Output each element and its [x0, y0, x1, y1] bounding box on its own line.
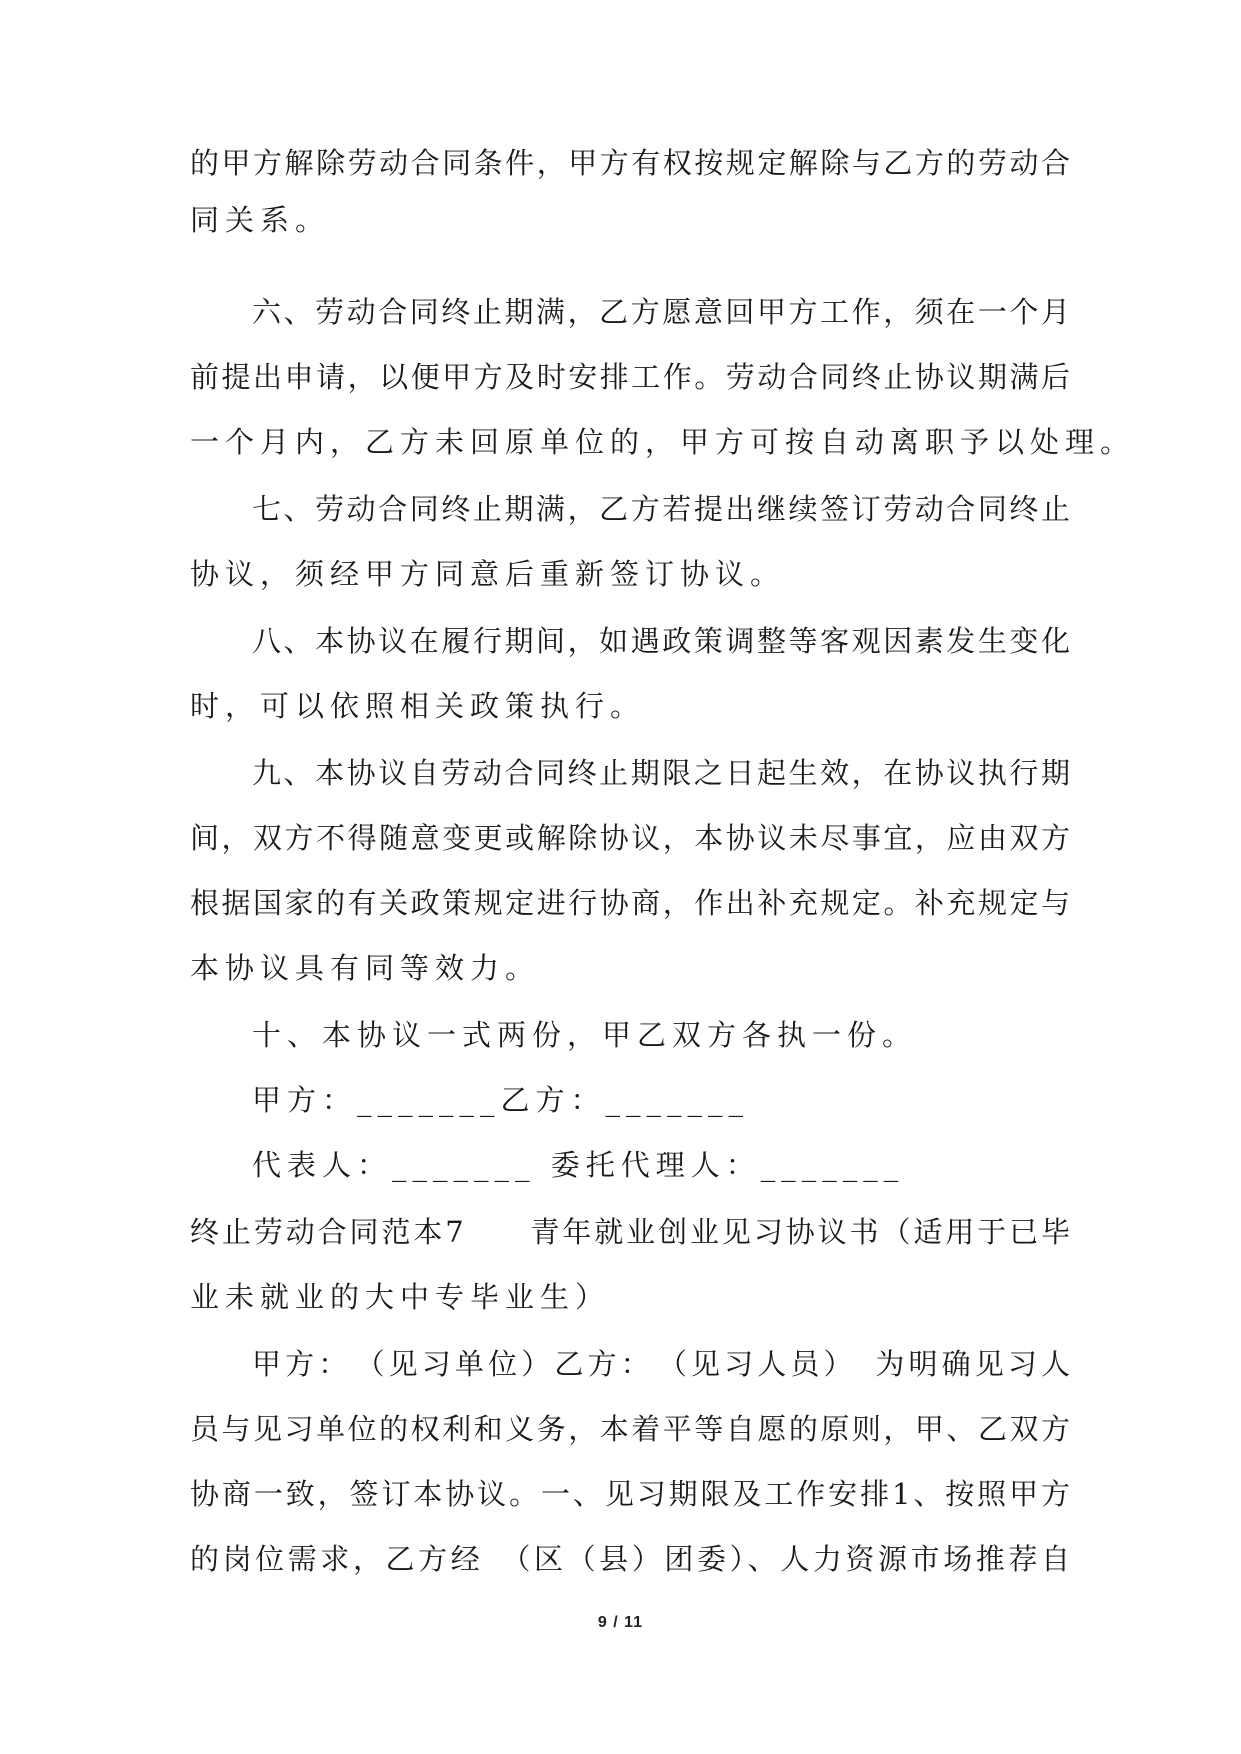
section-heading: 业未就业的大中专毕业生） — [190, 1280, 611, 1314]
text-line: 根据国家的有关政策规定进行协商，作出补充规定。补充规定与 — [190, 886, 1070, 920]
text-line: 的甲方解除劳动合同条件，甲方有权按规定解除与乙方的劳动合 — [190, 146, 1070, 180]
text-line: 八、本协议在履行期间，如遇政策调整等客观因素发生变化 — [252, 624, 1070, 658]
text-line: 六、劳动合同终止期满，乙方愿意回甲方工作，须在一个月 — [252, 295, 1070, 329]
text-line: 员与见习单位的权利和义务，本着平等自愿的原则，甲、乙双方 — [190, 1412, 1070, 1446]
text-line: 九、本协议自劳动合同终止期限之日起生效，在协议执行期 — [252, 756, 1070, 790]
text-line: 一个月内，乙方未回原单位的，甲方可按自动离职予以处理。 — [190, 425, 1136, 459]
text-line: 本协议具有同等效力。 — [190, 951, 541, 985]
text-line: 前提出申请，以便甲方及时安排工作。劳动合同终止协议期满后 — [190, 360, 1070, 394]
signature-line-parties: 甲方：_______乙方：_______ — [252, 1083, 750, 1117]
text-line: 甲方： （见习单位）乙方： （见习人员） 为明确见习人 — [252, 1347, 1070, 1381]
text-line: 间，双方不得随意变更或解除协议，本协议未尽事宜，应由双方 — [190, 821, 1070, 855]
text-line: 十、本协议一式两份，甲乙双方各执一份。 — [252, 1018, 918, 1052]
text-line: 协议，须经甲方同意后重新签订协议。 — [190, 557, 786, 591]
text-line: 同关系。 — [190, 203, 331, 237]
page-number: 9 / 11 — [597, 1614, 644, 1631]
text-line: 协商一致，签订本协议。一、见习期限及工作安排1、按照甲方 — [190, 1477, 1070, 1511]
text-line: 时，可以依照相关政策执行。 — [190, 689, 646, 723]
text-line: 的岗位需求，乙方经 （区（县）团委）、人力资源市场推荐自 — [190, 1542, 1070, 1576]
signature-line-representatives: 代表人：_______ 委托代理人：_______ — [252, 1148, 905, 1182]
section-heading: 终止劳动合同范本7 青年就业创业见习协议书（适用于已毕 — [190, 1215, 1070, 1249]
text-line: 七、劳动合同终止期满，乙方若提出继续签订劳动合同终止 — [252, 492, 1070, 526]
